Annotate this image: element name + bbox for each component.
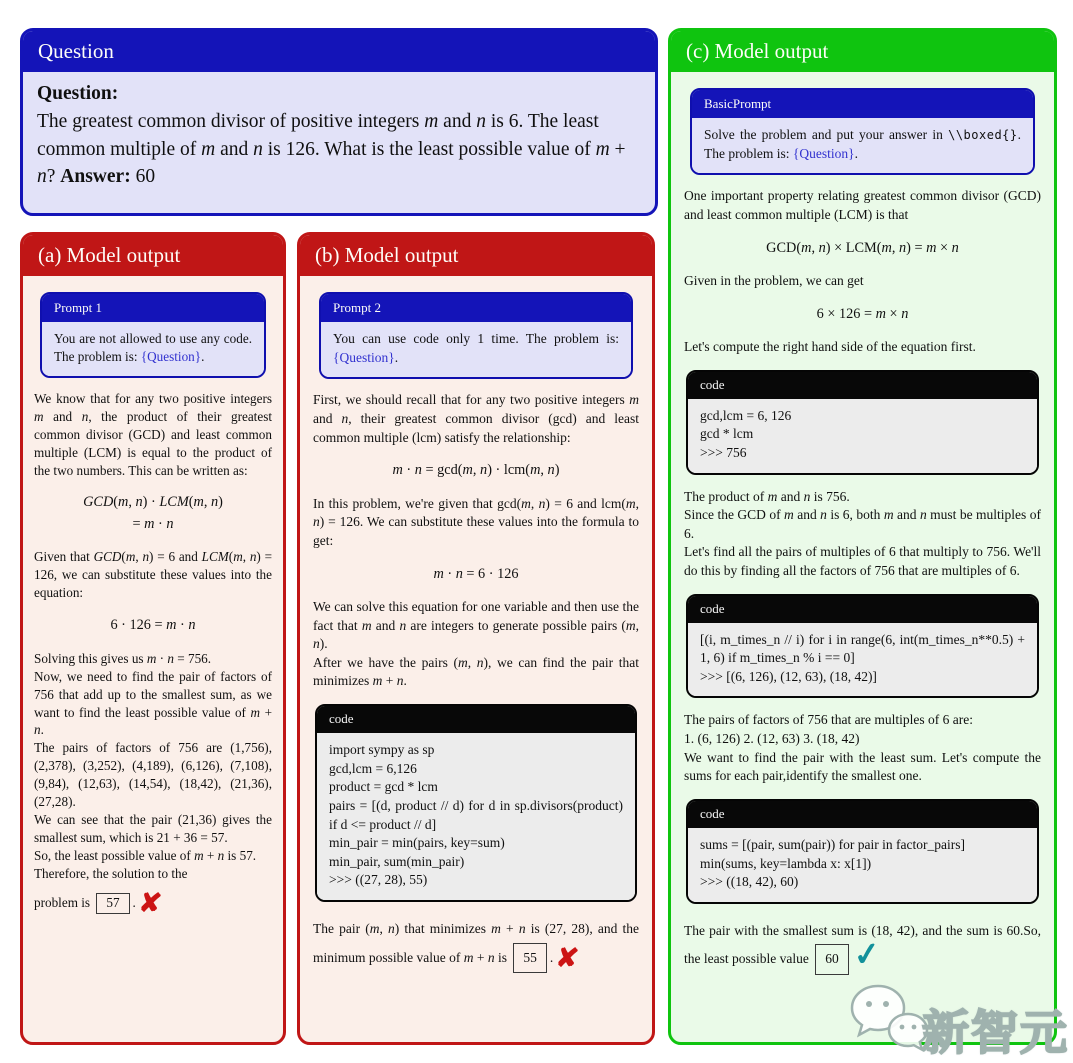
equation [34,492,272,535]
panel-c-header: (c) Model output [671,31,1054,72]
paragraph: Let's compute the right hand side of the equation first. [684,339,976,355]
paragraph: We can solve this equation for one variable and then use the fact that m and n are integers to generate possible pairs (m, n). After we have the pairs (m, n), we can find the pair that minimizes m + n. [313,598,639,689]
panel-c-model-output [668,28,1057,1045]
code-card [686,799,1039,904]
equation: 6 × 126 = m × n [816,305,909,322]
answer-line [684,917,1041,975]
code-line: min(sums, key=lambda x: x[1]) [700,855,872,871]
code-line: >>> [(6, 126), (12, 63), (18, 42)] [700,668,877,684]
paragraph: Given that GCD(m, n) = 6 and LCM(m, n) = 126, we can substitute these values into the equation: [34,549,273,601]
equation: GCD(m, n) × LCM(m, n) = m × n [766,239,959,256]
code-line: >>> ((27, 28), 55) [329,872,428,888]
code-body [317,733,635,900]
watermark [846,980,1069,1061]
code-line: [(i, m_times_n // i) for i in range(6, int(m_times_n**0.5) + 1, 6) if m_times_n % i == 0] [700,631,1025,666]
answer-prefix: problem is [34,895,91,911]
panel-a-model-output [20,232,286,1045]
panel-a-body [23,276,283,920]
question-panel-body [23,72,655,199]
equation-line: GCD(m, n) · LCM(m, n) [83,494,223,511]
equation: 6 · 126 = m · n [110,617,196,634]
code-body [688,399,1037,473]
equation-line: = m · n [132,515,174,532]
code-card [315,704,637,902]
answer-text: The pair (m, n) that minimizes m + n is (27, 28), and the minimum possible value of m + n is [313,921,639,965]
wrong-mark-icon: ✘ [554,941,581,974]
paragraph: The product of m and n is 756. Since the GCD of m and n is 6, both m and n must be multiples of 6. Let's find all the pairs of multiples of 6 that multiply to 756. We'll do this by finding all the factors of 756 that are multiples of 6. [684,488,1041,579]
code-line: min_pair, sum(min_pair) [329,853,465,869]
panel-b-body [300,276,652,979]
code-line: pairs = [(d, product // d) for d in sp.divisors(product) if d <= product // d] [329,797,623,832]
paragraph: Given in the problem, we can get [684,273,864,289]
wechat-icon [846,980,932,1059]
prompt-title: Prompt 1 [42,294,264,322]
panel-a-header: (a) Model output [23,235,283,276]
answer-box: 57 [96,893,129,914]
code-card [686,370,1039,475]
code-line: gcd,lcm = 6, 126 [700,407,792,423]
prompt-body: You are not allowed to use any code. The problem is: {Question}. [42,322,264,376]
prompt-card [40,292,266,378]
code-card [686,594,1039,699]
prompt-title: Prompt 2 [321,294,631,322]
code-line: import sympy as sp [329,742,435,758]
answer-box: 60 [815,944,849,975]
correct-mark-icon: ✓ [851,935,882,974]
code-line: gcd * lcm [700,426,754,442]
code-title: code [688,801,1037,828]
paragraph: One important property relating greatest common divisor (GCD) and least common multiple (LCM) is that [684,188,1041,222]
prompt-card [319,292,633,379]
code-line: >>> 756 [700,444,747,460]
paragraph: Solving this gives us m · n = 756. Now, we need to find the pair of factors of 756 that add up to the smallest sum, as we want to find the least possible value of m + n. The pairs of factors of 756 are (1,756), (2,378), (3,252), (4,189), (6,126), (7,108), (9,84), (12,63), (14,54), (18,42), (21,36), (27,28). We can see that the pair (21,36) gives the smallest sum, which is 21 + 36 = 57. So, the least possible value of m + n is 57. Therefore, the solution to the [34,650,273,882]
question-text: The greatest common divisor of positive integers m and n is 6. The least common multiple of m and n is 126. What is the least possible value of m + n? Answer: 60 [37,110,626,188]
code-line: sums = [(pair, sum(pair)) for pair in factor_pairs] [700,836,965,852]
panel-c-body [671,72,1054,981]
answer-line [313,915,639,973]
code-line: product = gcd * lcm [329,779,438,795]
prompt-card [690,88,1035,175]
prompt-title: BasicPrompt [692,90,1033,118]
question-panel-header: Question [23,31,655,72]
paragraph: In this problem, we're given that gcd(m, n) = 6 and lcm(m, n) = 126. We can substitute these values into the formula to get: [313,495,640,548]
answer-line [34,886,272,920]
answer-box: 55 [513,943,547,974]
code-title: code [688,372,1037,399]
equation: m · n = 6 · 126 [433,565,519,582]
question-panel [20,28,658,216]
watermark-text: 新智元 [922,1006,1069,1061]
panel-b-model-output [297,232,655,1045]
paragraph: We know that for any two positive integers m and n, the product of their greatest common divisor (GCD) and least common multiple (LCM) is equal to the product of the two numbers. This can be written as: [34,390,272,478]
answer-period: . [549,949,554,965]
wrong-mark-icon: ✘ [137,886,163,920]
question-label: Question: [37,83,119,105]
answer-period: . [132,895,136,911]
paragraph: The pairs of factors of 756 that are multiples of 6 are: 1. (6, 126) 2. (12, 63) 3. (18, 42) We want to find the pair with the least sum. Let's compute the sums for each pair,identify the smallest one. [684,712,1041,784]
prompt-body: You can use code only 1 time. The problem is: {Question}. [321,322,631,377]
code-line: min_pair = min(pairs, key=sum) [329,835,505,851]
panel-b-header: (b) Model output [300,235,652,276]
prompt-body: Solve the problem and put your answer in \\boxed{}. The problem is: {Question}. [692,118,1033,173]
code-title: code [688,596,1037,623]
equation: m · n = gcd(m, n) · lcm(m, n) [392,462,560,479]
code-line: >>> ((18, 42), 60) [700,874,799,890]
paragraph: First, we should recall that for any two positive integers m and n, their greatest common divisor (gcd) and least common multiple (lcm) satisfy the relationship: [313,392,639,445]
code-line: gcd,lcm = 6,126 [329,760,417,776]
code-body [688,623,1037,697]
answer-text: The pair with the smallest sum is (18, 42), and the sum is 60.So, the least possible value [684,922,1041,967]
code-body [688,828,1037,902]
code-title: code [317,706,635,733]
